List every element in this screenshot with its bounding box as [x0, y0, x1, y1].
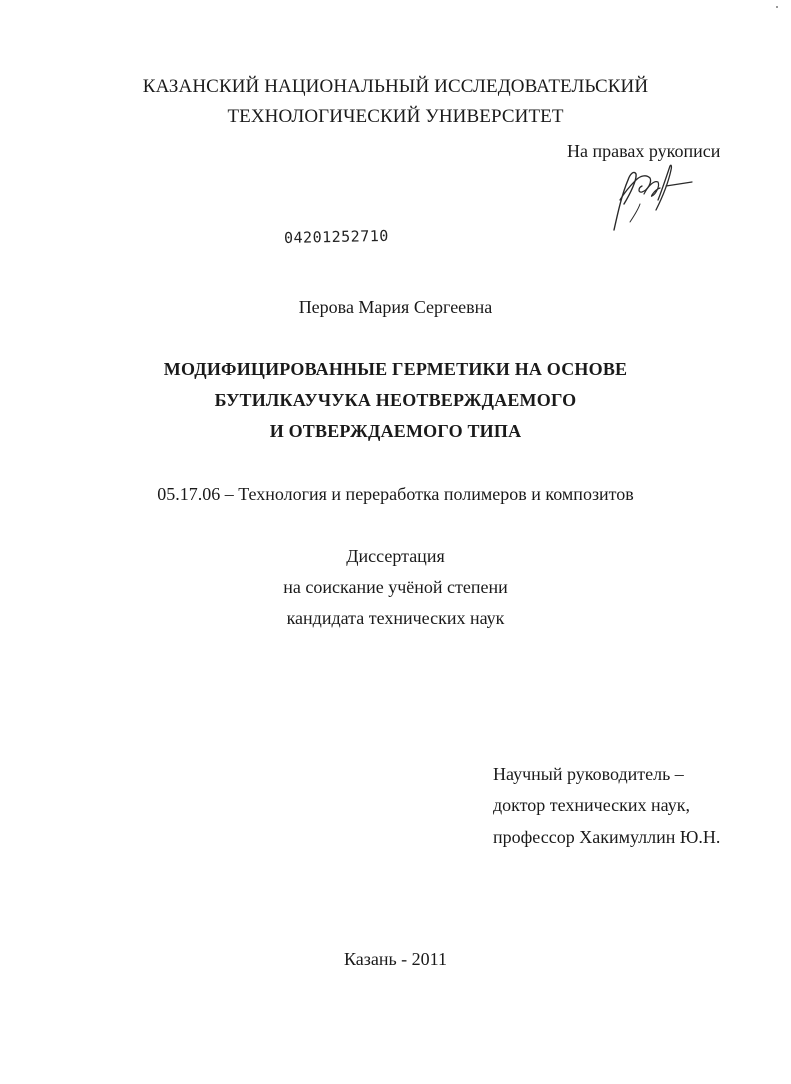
dissertation-title-line-1: МОДИФИЦИРОВАННЫЕ ГЕРМЕТИКИ НА ОСНОВЕ: [163, 359, 628, 379]
supervisor-line-3: профессор Хакимуллин Ю.Н.: [493, 827, 721, 847]
archive-number: 04201252710: [283, 226, 390, 247]
university-name-line-2: ТЕХНОЛОГИЧЕСКИЙ УНИВЕРСИТЕТ: [227, 106, 564, 127]
degree-line-2: на соискание учёной степени: [283, 577, 508, 597]
dissertation-title-line-3: И ОТВЕРЖДАЕМОГО ТИПА: [269, 421, 522, 441]
degree-line-3: кандидата технических наук: [286, 608, 505, 628]
degree-line-1: Диссертация: [346, 546, 445, 566]
place-and-year: Казань - 2011: [343, 949, 448, 969]
university-name-line-1: КАЗАНСКИЙ НАЦИОНАЛЬНЫЙ ИССЛЕДОВАТЕЛЬСКИЙ: [142, 76, 649, 97]
specialty-code: 05.17.06 – Технология и переработка полимеров и композитов: [157, 484, 634, 504]
handwritten-signature: [600, 160, 700, 232]
supervisor-line-1: Научный руководитель –: [493, 764, 684, 784]
dissertation-title-line-2: БУТИЛКАУЧУКА НЕОТВЕРЖДАЕМОГО: [214, 390, 577, 410]
author-name: Перова Мария Сергеевна: [298, 297, 493, 317]
supervisor-line-2: доктор технических наук,: [493, 795, 690, 815]
manuscript-note: На правах рукописи: [567, 141, 721, 161]
scan-speck: [776, 6, 778, 8]
